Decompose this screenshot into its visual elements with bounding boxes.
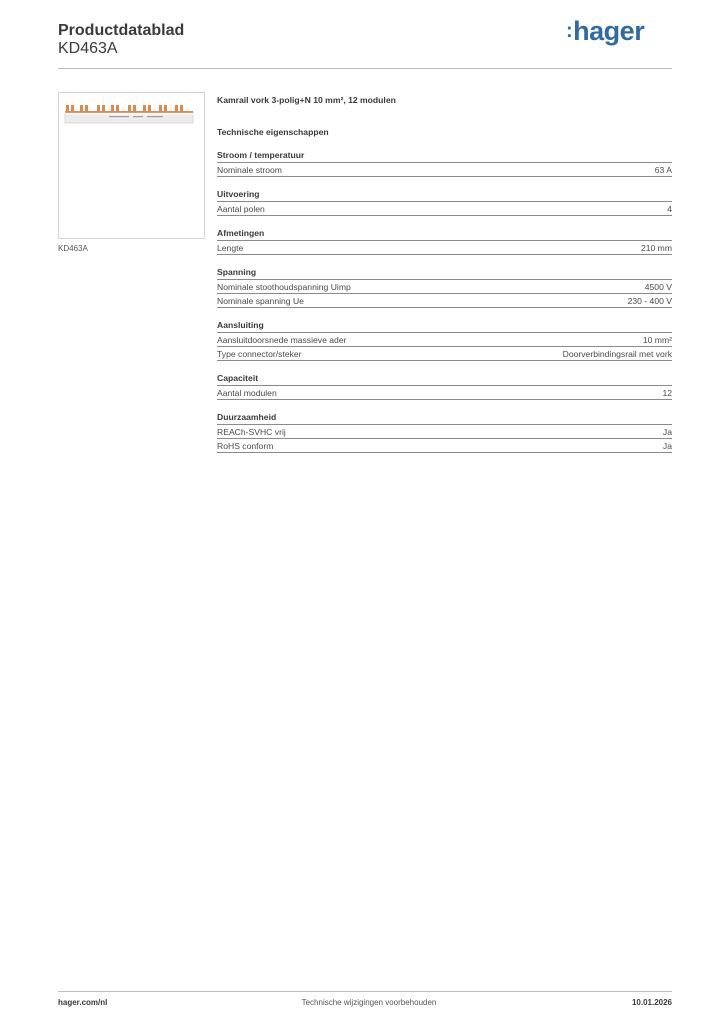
property-value: 210 mm	[640, 243, 672, 253]
property-row	[217, 347, 672, 361]
property-value: 4500 V	[644, 282, 672, 292]
property-label: Nominale spanning Ue	[217, 296, 304, 306]
product-code: KD463A	[58, 40, 118, 57]
property-row	[217, 280, 672, 294]
property-group	[217, 412, 672, 453]
property-row	[217, 294, 672, 308]
property-label: Nominale stroom	[217, 165, 282, 175]
property-group	[217, 150, 672, 177]
property-row	[217, 386, 672, 400]
group-title: Aansluiting	[217, 320, 672, 333]
page-title: Productdatablad	[58, 22, 185, 39]
property-group	[217, 373, 672, 400]
property-value: Ja	[662, 441, 672, 451]
property-value: Ja	[662, 427, 672, 437]
property-group	[217, 228, 672, 255]
property-row	[217, 163, 672, 177]
property-label: Aantal polen	[217, 204, 265, 214]
product-image	[58, 92, 205, 239]
property-row	[217, 333, 672, 347]
property-label: REACh-SVHC vrij	[217, 427, 286, 437]
property-row	[217, 241, 672, 255]
logo-text: hager	[573, 16, 645, 46]
property-value: 10 mm²	[642, 335, 672, 345]
property-label: Aantal modulen	[217, 388, 277, 398]
footer-note: Technische wijzigingen voorbehouden	[301, 998, 437, 1007]
property-label: Type connector/steker	[217, 349, 302, 359]
property-row	[217, 425, 672, 439]
footer-date: 10.01.2026	[631, 998, 672, 1007]
property-row	[217, 439, 672, 453]
header-divider	[58, 68, 672, 69]
image-caption: KD463A	[58, 244, 88, 253]
group-title: Spanning	[217, 267, 672, 280]
property-label: Lengte	[217, 243, 244, 253]
group-title: Capaciteit	[217, 373, 672, 386]
property-group	[217, 320, 672, 361]
property-groups	[217, 150, 672, 453]
property-label: Nominale stoothoudspanning Uimp	[217, 282, 351, 292]
property-value: 63 A	[654, 165, 672, 175]
property-label: Aansluitdoorsnede massieve ader	[217, 335, 347, 345]
group-title: Afmetingen	[217, 228, 672, 241]
property-group	[217, 267, 672, 308]
footer-website: hager.com/nl	[58, 998, 108, 1007]
property-value: 12	[662, 388, 672, 398]
property-group	[217, 189, 672, 216]
property-value: 4	[667, 204, 672, 214]
busbar-illustration	[59, 93, 204, 238]
property-row	[217, 202, 672, 216]
property-value: Doorverbindingsrail met vork	[562, 349, 672, 359]
product-title: Kamrail vork 3-polig+N 10 mm², 12 modulen	[217, 95, 396, 105]
group-title: Uitvoering	[217, 189, 672, 202]
product-details	[217, 95, 672, 465]
footer-divider	[58, 991, 672, 992]
technical-properties-heading: Technische eigenschappen	[217, 127, 329, 137]
property-value: 230 - 400 V	[627, 296, 672, 306]
hager-logo: :hager	[566, 16, 645, 46]
group-title: Stroom / temperatuur	[217, 150, 672, 163]
property-label: RoHS conform	[217, 441, 274, 451]
group-title: Duurzaamheid	[217, 412, 672, 425]
